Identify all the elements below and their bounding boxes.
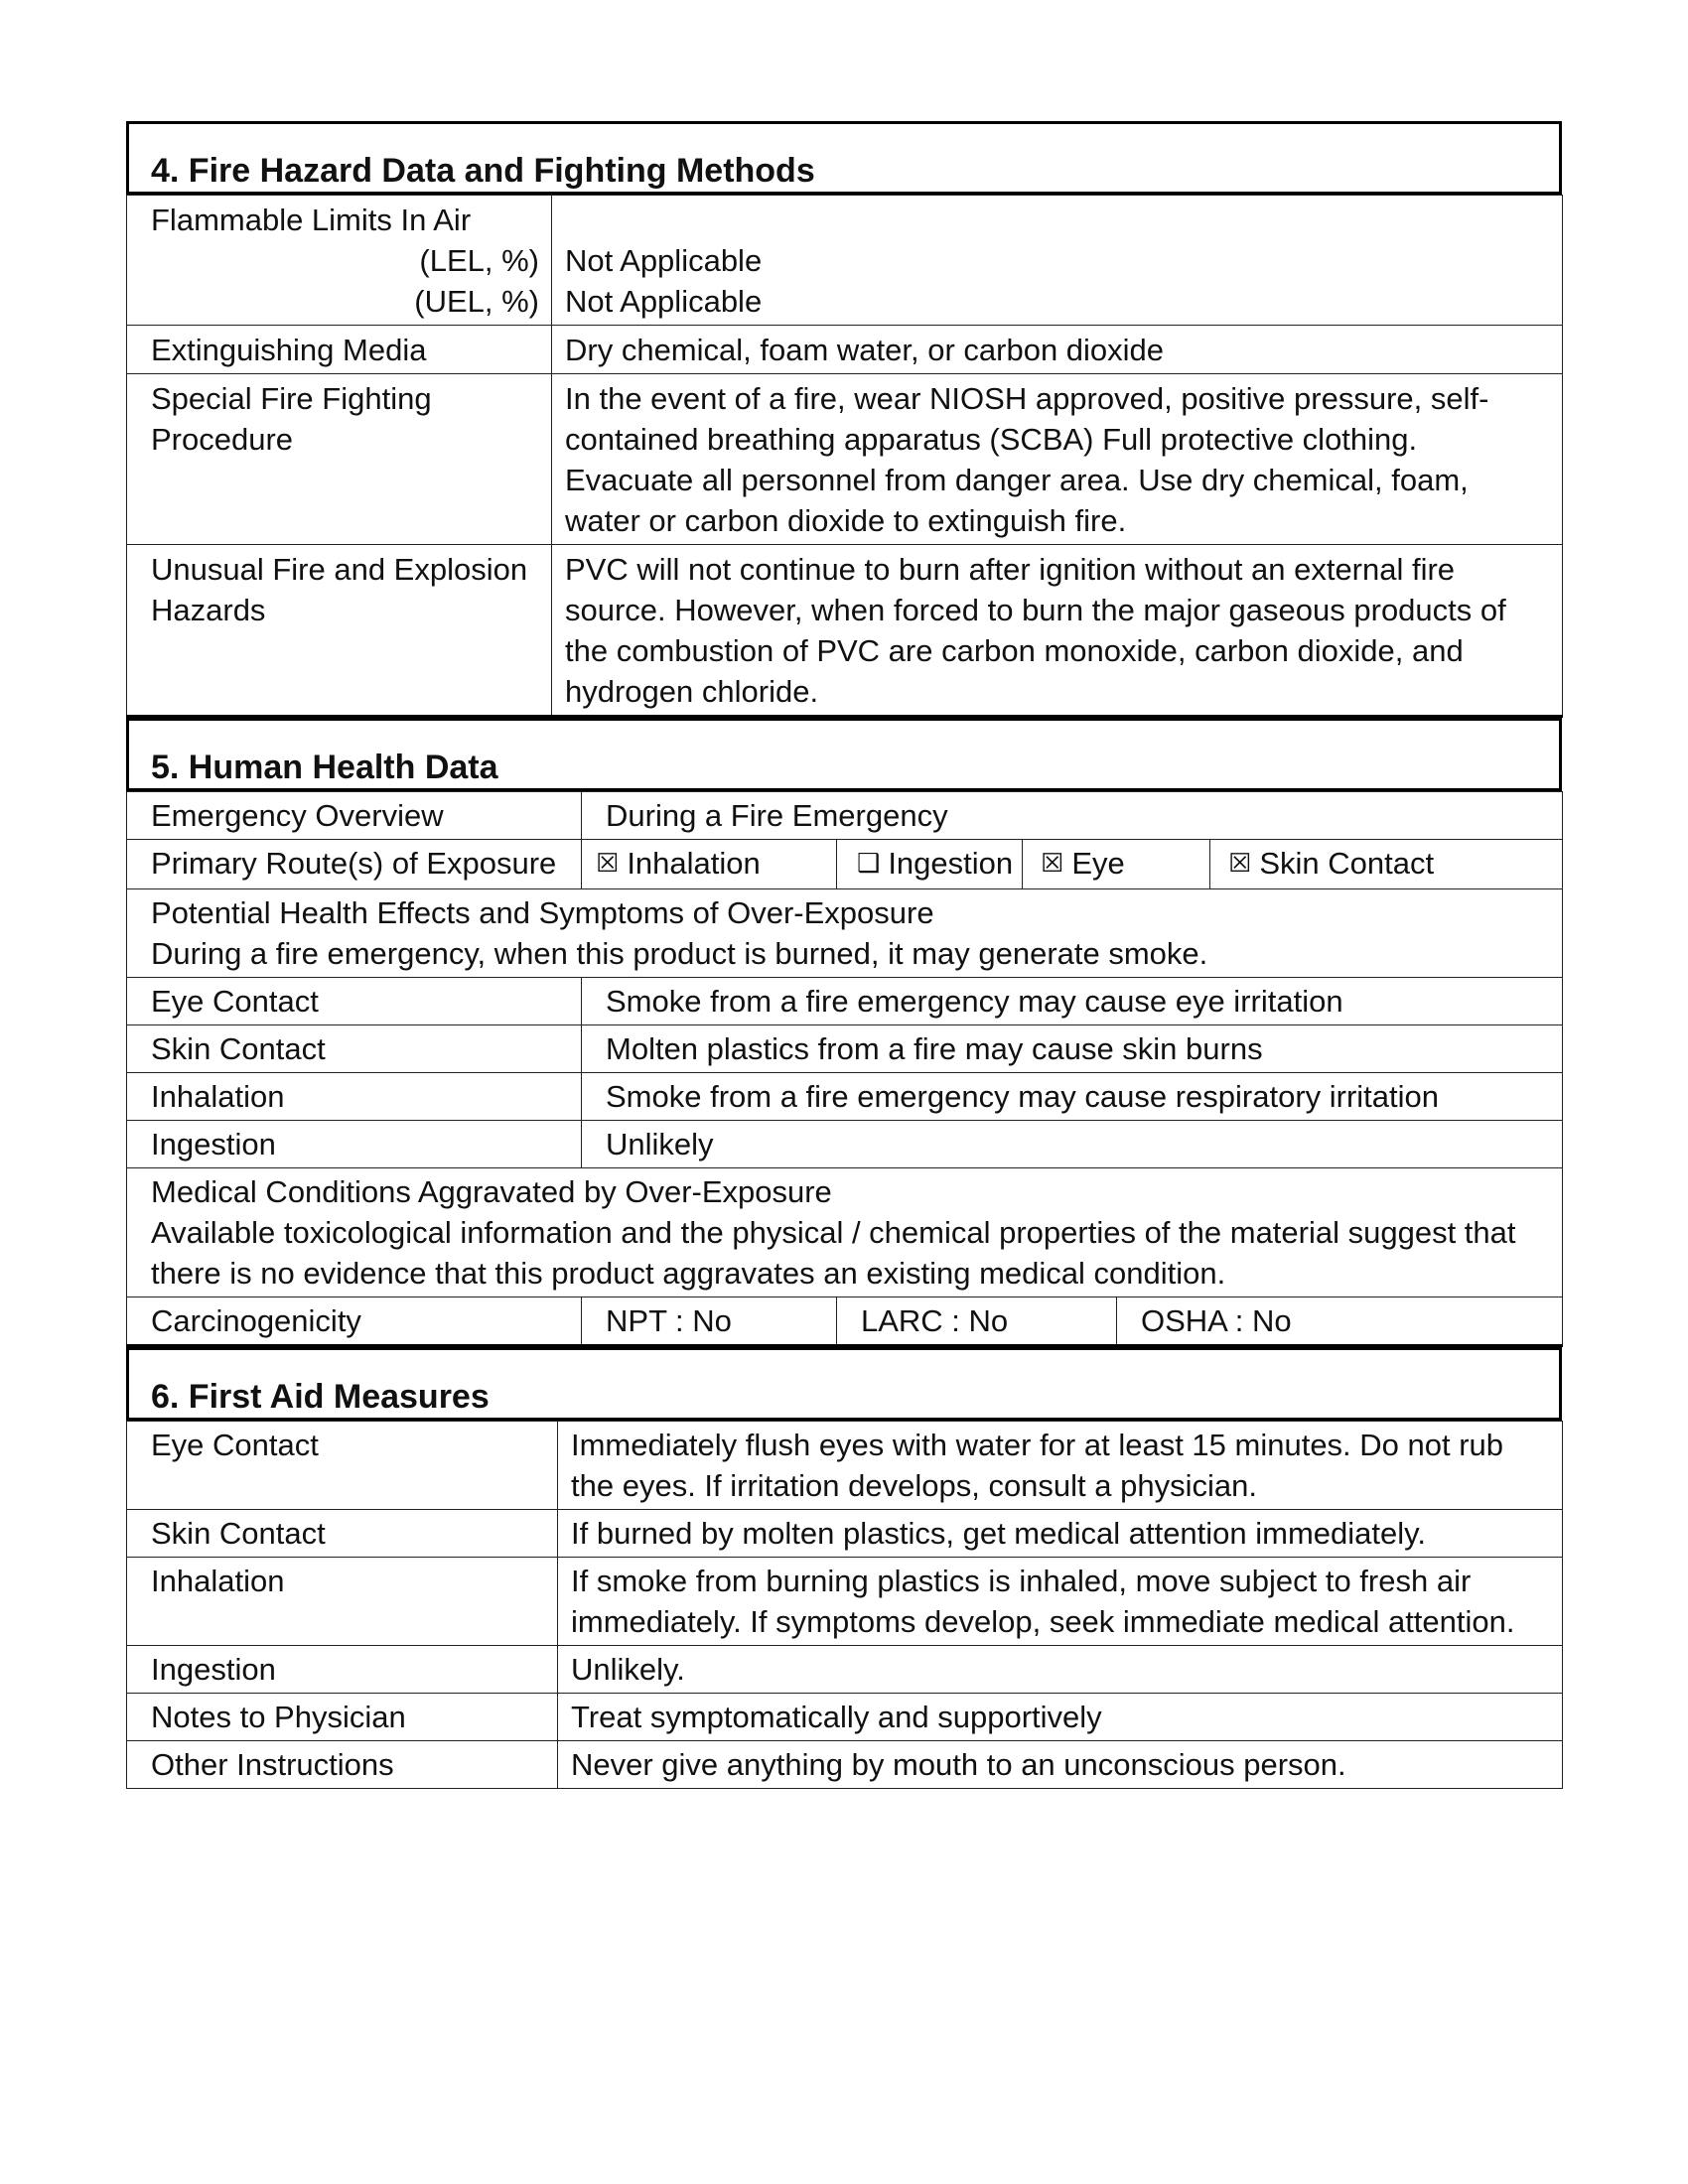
row-label: Eye Contact (127, 978, 582, 1025)
flammable-limits-row (127, 196, 1563, 326)
health-effects-title: Potential Health Effects and Symptoms of Over-Exposure (151, 895, 934, 930)
route-skin-contact: ☒ Skin Contact (1210, 840, 1563, 889)
uel-label: (UEL, %) (414, 284, 539, 319)
row-value: Molten plastics from a fire may cause skin burns (582, 1025, 1563, 1073)
row-value: Dry chemical, foam water, or carbon dioxide (552, 326, 1563, 374)
checked-box-icon: ☒ (596, 848, 620, 878)
section-4-title: 4. Fire Hazard Data and Fighting Methods (151, 152, 815, 190)
table-row (127, 1646, 1563, 1694)
table-row (127, 978, 1563, 1025)
health-effects-text: During a fire emergency, when this product is burned, it may generate smoke. (151, 936, 1208, 971)
section-5-title: 5. Human Health Data (151, 749, 498, 786)
msds-page (126, 121, 1562, 1789)
route-ingestion: ❑ Ingestion (837, 840, 1023, 889)
table-row (127, 545, 1563, 717)
medical-conditions-text: Available toxicological information and the physical / chemical properties of the material suggest that there is no evidence that this product aggravates an existing medical condition. (151, 1215, 1516, 1291)
carcinogenicity-npt: NPT : No (582, 1297, 837, 1346)
medical-conditions-cell (127, 1168, 1563, 1297)
section-4-table (126, 195, 1563, 718)
section-5-header (126, 718, 1562, 791)
lel-value: Not Applicable (565, 243, 763, 278)
row-value: Smoke from a fire emergency may cause respiratory irritation (582, 1073, 1563, 1121)
carcinogenicity-row (127, 1297, 1563, 1346)
table-row (127, 1510, 1563, 1558)
table-row (127, 374, 1563, 545)
table-row (127, 1422, 1563, 1510)
row-value: PVC will not continue to burn after ignition without an external fire source. However, when forced to burn the major gaseous products of the combustion of PVC are carbon monoxide, carbon dioxide, and hydrogen chloride. (552, 545, 1563, 717)
flammable-limits-label: Flammable Limits In Air (LEL, %) (UEL, %) (127, 196, 552, 326)
medical-conditions-row (127, 1168, 1563, 1297)
row-label: Ingestion (127, 1121, 582, 1168)
uel-value: Not Applicable (565, 284, 763, 319)
row-value: In the event of a fire, wear NIOSH approved, positive pressure, self-contained breathing apparatus (SCBA) Full protective clothing. Evacuate all personnel from danger area. Use dry chemical, foam, water or carbon dioxide to extinguish fire. (552, 374, 1563, 545)
carcinogenicity-larc: LARC : No (837, 1297, 1117, 1346)
checked-box-icon: ☒ (1041, 848, 1064, 878)
lel-label: (LEL, %) (419, 243, 539, 278)
table-row (127, 1025, 1563, 1073)
emergency-overview-row (127, 792, 1563, 840)
row-label: Unusual Fire and Explosion Hazards (127, 545, 552, 717)
row-label: Special Fire Fighting Procedure (127, 374, 552, 545)
table-row (127, 1694, 1563, 1741)
health-effects-cell (127, 889, 1563, 978)
table-row (127, 1741, 1563, 1789)
carcinogenicity-osha: OSHA : No (1117, 1297, 1563, 1346)
row-value: If burned by molten plastics, get medical attention immediately. (558, 1510, 1563, 1558)
row-value: Immediately flush eyes with water for at least 15 minutes. Do not rub the eyes. If irritation develops, consult a physician. (558, 1422, 1563, 1510)
row-value: Treat symptomatically and supportively (558, 1694, 1563, 1741)
row-label: Skin Contact (127, 1025, 582, 1073)
section-5-table (126, 791, 1563, 1347)
row-label: Notes to Physician (127, 1694, 558, 1741)
section-6-table (126, 1421, 1563, 1789)
row-label: Eye Contact (127, 1422, 558, 1510)
section-4-header (126, 121, 1562, 195)
medical-conditions-title: Medical Conditions Aggravated by Over-Exposure (151, 1174, 832, 1209)
row-value: If smoke from burning plastics is inhaled, move subject to fresh air immediately. If symptoms develop, seek immediate medical attention. (558, 1558, 1563, 1646)
carcinogenicity-label: Carcinogenicity (127, 1297, 582, 1346)
unchecked-box-icon: ❑ (857, 848, 881, 878)
table-row (127, 1121, 1563, 1168)
row-label: Other Instructions (127, 1741, 558, 1789)
row-label: Skin Contact (127, 1510, 558, 1558)
exposure-routes-label: Primary Route(s) of Exposure (127, 840, 582, 889)
route-eye: ☒ Eye (1023, 840, 1210, 889)
row-value: Never give anything by mouth to an unconscious person. (558, 1741, 1563, 1789)
health-effects-row (127, 889, 1563, 978)
row-value: Smoke from a fire emergency may cause eye irritation (582, 978, 1563, 1025)
row-label: Extinguishing Media (127, 326, 552, 374)
table-row (127, 1073, 1563, 1121)
row-value: Unlikely. (558, 1646, 1563, 1694)
route-inhalation: ☒ Inhalation (582, 840, 837, 889)
row-label: Inhalation (127, 1558, 558, 1646)
checked-box-icon: ☒ (1228, 848, 1252, 878)
table-row (127, 326, 1563, 374)
emergency-overview-label: Emergency Overview (127, 792, 582, 840)
section-6-title: 6. First Aid Measures (151, 1378, 490, 1416)
section-6-header (126, 1347, 1562, 1421)
row-label: Inhalation (127, 1073, 582, 1121)
emergency-overview-value: During a Fire Emergency (582, 792, 1563, 840)
table-row (127, 1558, 1563, 1646)
row-value: Unlikely (582, 1121, 1563, 1168)
row-label: Ingestion (127, 1646, 558, 1694)
exposure-routes-row (127, 840, 1563, 889)
flammable-limits-value (552, 196, 1563, 326)
